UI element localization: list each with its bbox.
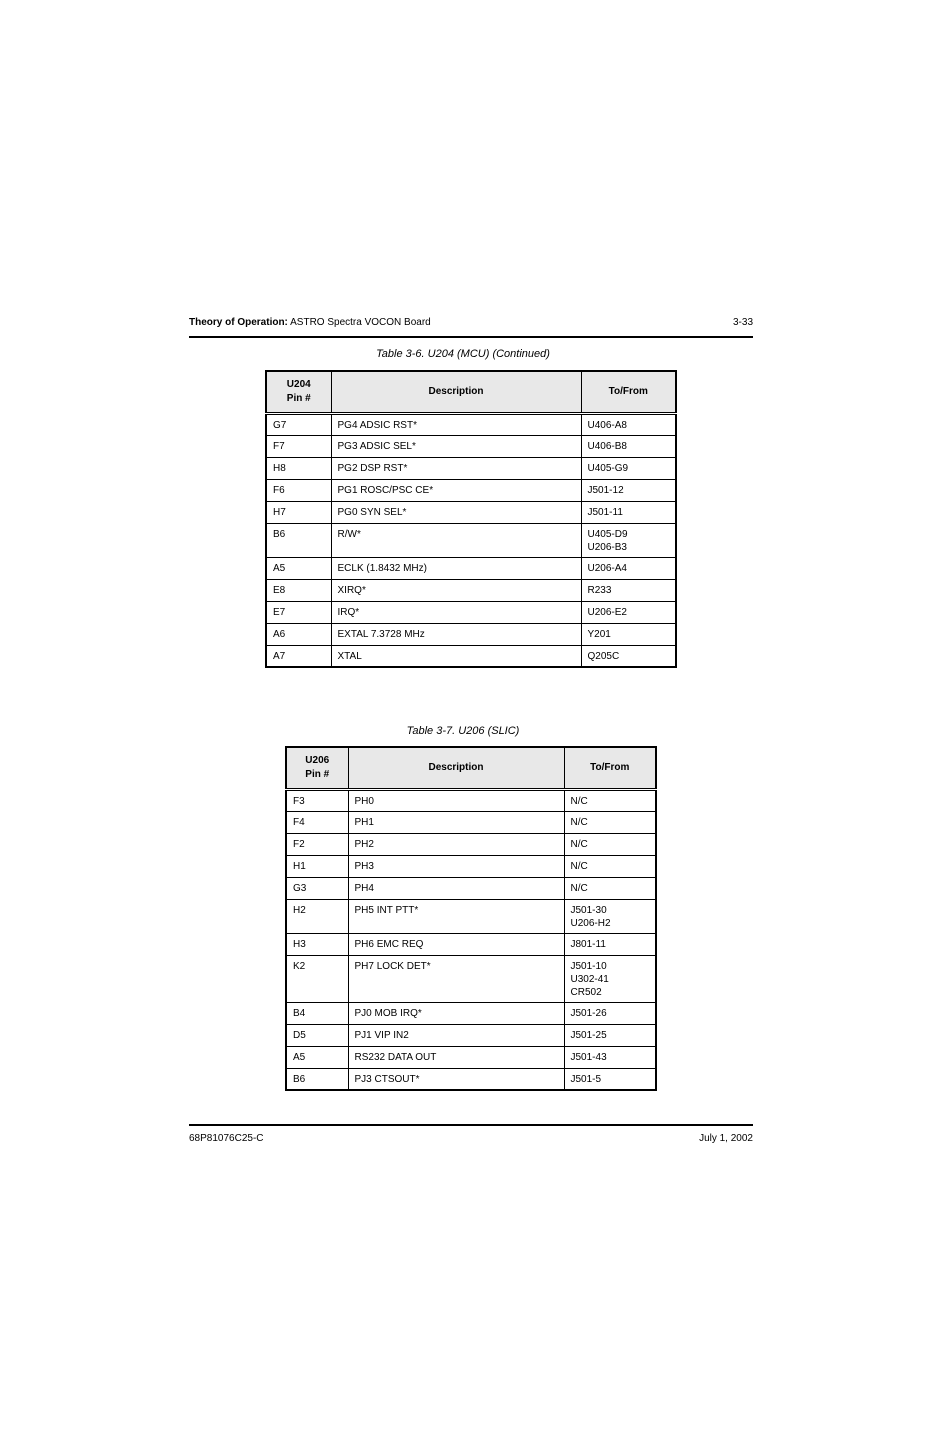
table-header-row bbox=[286, 747, 656, 789]
publication-date: July 1, 2002 bbox=[699, 1133, 753, 1144]
table-row bbox=[286, 1002, 656, 1024]
description-cell: PH5 INT PTT* bbox=[348, 899, 564, 933]
description-cell: RS232 DATA OUT bbox=[348, 1046, 564, 1068]
table-row bbox=[286, 899, 656, 933]
to-from-cell: U406-B8 bbox=[581, 435, 676, 457]
header-title bbox=[189, 317, 431, 328]
to-from-cell: U405-G9 bbox=[581, 457, 676, 479]
table-row bbox=[286, 933, 656, 955]
table-body bbox=[266, 413, 676, 667]
description-cell: PG1 ROSC/PSC CE* bbox=[331, 479, 581, 501]
table-row bbox=[266, 623, 676, 645]
description-cell: PG3 ADSIC SEL* bbox=[331, 435, 581, 457]
pin-cell: F2 bbox=[286, 833, 348, 855]
pin-cell: F4 bbox=[286, 811, 348, 833]
column-header: To/From bbox=[581, 371, 676, 413]
table-row bbox=[286, 833, 656, 855]
table-3-7 bbox=[285, 746, 657, 1091]
table-row bbox=[286, 855, 656, 877]
description-cell: R/W* bbox=[331, 523, 581, 557]
pin-cell: H8 bbox=[266, 457, 331, 479]
table-3-6-caption: Table 3-6. U204 (MCU) (Continued) bbox=[376, 348, 550, 360]
table-body bbox=[286, 789, 656, 1090]
table-header-row bbox=[266, 371, 676, 413]
description-cell: PH3 bbox=[348, 855, 564, 877]
description-cell: PH4 bbox=[348, 877, 564, 899]
to-from-cell: N/C bbox=[564, 877, 656, 899]
header-section-label: Theory of Operation: bbox=[189, 317, 288, 328]
table-row bbox=[266, 579, 676, 601]
to-from-cell: J801-11 bbox=[564, 933, 656, 955]
column-header: U206 Pin # bbox=[286, 747, 348, 789]
description-cell: PJ3 CTSOUT* bbox=[348, 1068, 564, 1090]
table-row bbox=[286, 789, 656, 811]
description-cell: PH6 EMC REQ bbox=[348, 933, 564, 955]
table-row bbox=[286, 877, 656, 899]
to-from-cell: J501-12 bbox=[581, 479, 676, 501]
description-cell: XIRQ* bbox=[331, 579, 581, 601]
table-row bbox=[286, 1046, 656, 1068]
table-row bbox=[286, 811, 656, 833]
to-from-cell: N/C bbox=[564, 833, 656, 855]
to-from-cell: N/C bbox=[564, 789, 656, 811]
to-from-cell: J501-30 U206-H2 bbox=[564, 899, 656, 933]
pin-cell: B6 bbox=[286, 1068, 348, 1090]
pin-cell: D5 bbox=[286, 1024, 348, 1046]
pin-cell: H1 bbox=[286, 855, 348, 877]
pin-cell: A5 bbox=[266, 557, 331, 579]
to-from-cell: J501-25 bbox=[564, 1024, 656, 1046]
table-row bbox=[266, 645, 676, 667]
pin-cell: A5 bbox=[286, 1046, 348, 1068]
table-row bbox=[266, 413, 676, 435]
page-number: 3-33 bbox=[732, 317, 753, 328]
to-from-cell: J501-11 bbox=[581, 501, 676, 523]
column-header: Description bbox=[348, 747, 564, 789]
pin-cell: A7 bbox=[266, 645, 331, 667]
pin-cell: F6 bbox=[266, 479, 331, 501]
table-row bbox=[266, 523, 676, 557]
to-from-cell: J501-10 U302-41 CR502 bbox=[564, 955, 656, 1002]
pin-cell: F7 bbox=[266, 435, 331, 457]
table-row bbox=[286, 955, 656, 1002]
table-row bbox=[266, 479, 676, 501]
to-from-cell: U405-D9 U206-B3 bbox=[581, 523, 676, 557]
to-from-cell: J501-43 bbox=[564, 1046, 656, 1068]
to-from-cell: Y201 bbox=[581, 623, 676, 645]
pin-cell: F3 bbox=[286, 789, 348, 811]
pin-cell: E8 bbox=[266, 579, 331, 601]
description-cell: XTAL bbox=[331, 645, 581, 667]
running-footer bbox=[189, 1124, 753, 1146]
pin-cell: G3 bbox=[286, 877, 348, 899]
pin-cell: K2 bbox=[286, 955, 348, 1002]
to-from-cell: J501-26 bbox=[564, 1002, 656, 1024]
description-cell: PG0 SYN SEL* bbox=[331, 501, 581, 523]
description-cell: PH1 bbox=[348, 811, 564, 833]
description-cell: EXTAL 7.3728 MHz bbox=[331, 623, 581, 645]
table-row bbox=[266, 457, 676, 479]
table-row bbox=[286, 1024, 656, 1046]
description-cell: PJ0 MOB IRQ* bbox=[348, 1002, 564, 1024]
to-from-cell: J501-5 bbox=[564, 1068, 656, 1090]
table-row bbox=[266, 435, 676, 457]
pin-cell: E7 bbox=[266, 601, 331, 623]
description-cell: ECLK (1.8432 MHz) bbox=[331, 557, 581, 579]
description-cell: PJ1 VIP IN2 bbox=[348, 1024, 564, 1046]
table-row bbox=[266, 601, 676, 623]
running-header bbox=[189, 316, 753, 338]
to-from-cell: U206-A4 bbox=[581, 557, 676, 579]
to-from-cell: R233 bbox=[581, 579, 676, 601]
table-row bbox=[266, 557, 676, 579]
column-header: U204 Pin # bbox=[266, 371, 331, 413]
to-from-cell: N/C bbox=[564, 811, 656, 833]
pin-cell: H3 bbox=[286, 933, 348, 955]
to-from-cell: N/C bbox=[564, 855, 656, 877]
column-header: To/From bbox=[564, 747, 656, 789]
document-number: 68P81076C25-C bbox=[189, 1133, 264, 1144]
header-section-name: ASTRO Spectra VOCON Board bbox=[287, 317, 431, 328]
to-from-cell: U206-E2 bbox=[581, 601, 676, 623]
to-from-cell: Q205C bbox=[581, 645, 676, 667]
table-row bbox=[286, 1068, 656, 1090]
to-from-cell: U406-A8 bbox=[581, 413, 676, 435]
table-3-6 bbox=[265, 370, 677, 668]
description-cell: PH0 bbox=[348, 789, 564, 811]
pin-cell: B4 bbox=[286, 1002, 348, 1024]
pin-cell: B6 bbox=[266, 523, 331, 557]
column-header: Description bbox=[331, 371, 581, 413]
pin-cell: G7 bbox=[266, 413, 331, 435]
table-row bbox=[266, 501, 676, 523]
description-cell: PG4 ADSIC RST* bbox=[331, 413, 581, 435]
description-cell: PH7 LOCK DET* bbox=[348, 955, 564, 1002]
description-cell: PG2 DSP RST* bbox=[331, 457, 581, 479]
description-cell: IRQ* bbox=[331, 601, 581, 623]
table-3-7-caption: Table 3-7. U206 (SLIC) bbox=[406, 725, 520, 737]
description-cell: PH2 bbox=[348, 833, 564, 855]
pin-cell: H7 bbox=[266, 501, 331, 523]
pin-cell: H2 bbox=[286, 899, 348, 933]
pin-cell: A6 bbox=[266, 623, 331, 645]
